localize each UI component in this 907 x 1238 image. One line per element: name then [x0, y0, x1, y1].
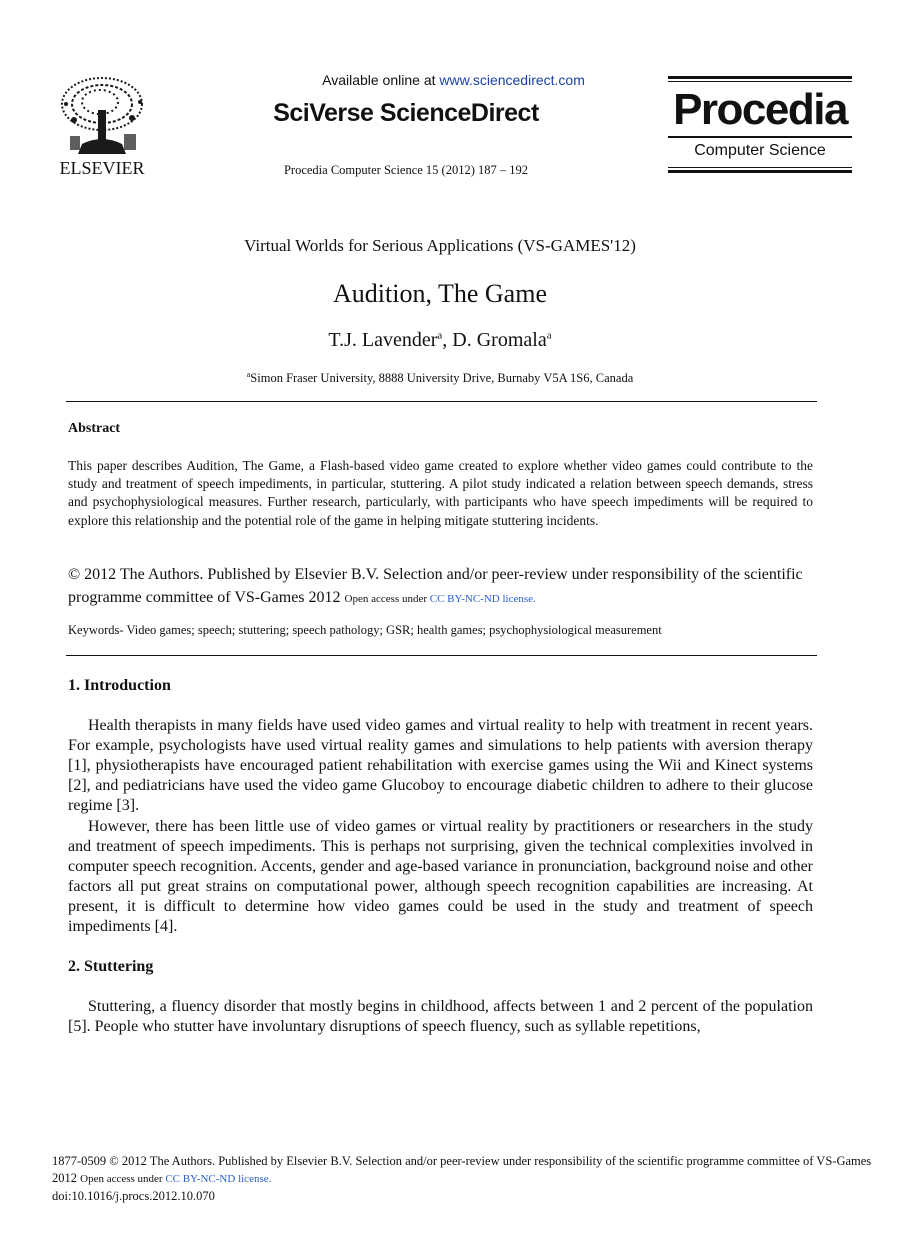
section-heading-stuttering: 2. Stuttering	[68, 958, 154, 975]
footer-open-access-label: Open access under	[80, 1173, 166, 1185]
affiliation-mark: a	[246, 370, 251, 379]
license-link[interactable]: CC BY-NC-ND license.	[429, 593, 536, 605]
journal-reference: Procedia Computer Science 15 (2012) 187 – 192	[283, 163, 529, 177]
divider-bottom	[66, 655, 817, 656]
section-heading-introduction: 1. Introduction	[68, 677, 171, 694]
procedia-logo-title: Procedia	[673, 85, 847, 134]
procedia-logo	[668, 76, 852, 174]
body-paragraph: Health therapists in many fields have used video games and virtual reality to help with treatment in recent years. For example, psychologists have used virtual reality games and simulations to help patients with aversion therapy [1], physiotherapists have encouraged patient rehabilitation with exercise games using the Wii and Kinect systems [2], and pediatricians have used the video game Glucoboy to encourage diabetic children to adhere to their glucose regime [3].	[68, 717, 813, 815]
abstract-heading: Abstract	[68, 421, 121, 436]
sciencedirect-link[interactable]: www.sciencedirect.com	[439, 72, 585, 88]
footer-doi: doi:10.1016/j.procs.2012.10.070	[52, 1189, 215, 1203]
author-affiliation-mark: a	[546, 329, 552, 342]
divider-top	[66, 401, 817, 402]
body-paragraph: However, there has been little use of video games or virtual reality by practitioners or researchers in the study and treatment of speech impediments. This is perhaps not surprising, given the technical complexities involved in computer speech recognition. Accents, gender and age-based variance in pronunciation, background noise and other factors all put great strains on computational power, although speech recognition capabilities are increasing. At present, it is difficult to determine how video games could be used in the study and treatment of speech impediments [4].	[68, 818, 813, 936]
keywords: Keywords- Video games; speech; stuttering; speech pathology; GSR; health games; psychophysiological measurement	[68, 623, 662, 637]
abstract-text: This paper describes Audition, The Game, a Flash-based video game created to explore whether video games could contribute to the study and treatment of speech impediments, in particular, stuttering. A pilot study indicated a relation between speech demands, stress and psychophysiological measures. Further research, particularly, with participants who have speech impediments will be required to explore this relationship and the potential role of the game in helping mitigate stuttering incidents.	[68, 458, 813, 528]
affiliation	[0, 370, 880, 386]
copyright-text: © 2012 The Authors. Published by Elsevier B.V. Selection and/or peer-review under responsibility of the scientific programme committee of VS-Games 2012	[68, 566, 803, 606]
conference-name: Virtual Worlds for Serious Applications (VS-GAMES'12)	[244, 236, 636, 255]
open-access-label: Open access under	[344, 593, 430, 605]
affiliation-text: Simon Fraser University, 8888 University Drive, Burnaby V5A 1S6, Canada	[250, 371, 634, 386]
author-name: D. Gromala	[452, 329, 547, 351]
footer-license-link[interactable]: CC BY-NC-ND license.	[165, 1173, 272, 1185]
copyright-notice	[68, 563, 838, 611]
footer	[52, 1153, 872, 1205]
body-paragraph: Stuttering, a fluency disorder that mostly begins in childhood, affects between 1 and 2 percent of the population [5]. People who stutter have involuntary disruptions of speech fluency, such as syllable repetitions,	[68, 998, 813, 1036]
paper-title: Audition, The Game	[333, 279, 547, 308]
author-name: T.J. Lavender	[328, 329, 438, 351]
elsevier-wordmark: ELSEVIER	[59, 158, 145, 178]
author-affiliation-mark: a	[437, 329, 443, 342]
procedia-logo-subtitle: Computer Science	[694, 142, 826, 159]
author-list	[0, 329, 880, 352]
platform-logo: SciVerse ScienceDirect	[273, 99, 539, 127]
available-online-prefix: Available online at	[322, 72, 440, 88]
footer-copyright: 1877-0509 © 2012 The Authors. Published by Elsevier B.V. Selection and/or peer-review under responsibility of the scientific programme committee of VS-Games 2012	[52, 1154, 872, 1185]
author-separator: ,	[442, 329, 453, 351]
